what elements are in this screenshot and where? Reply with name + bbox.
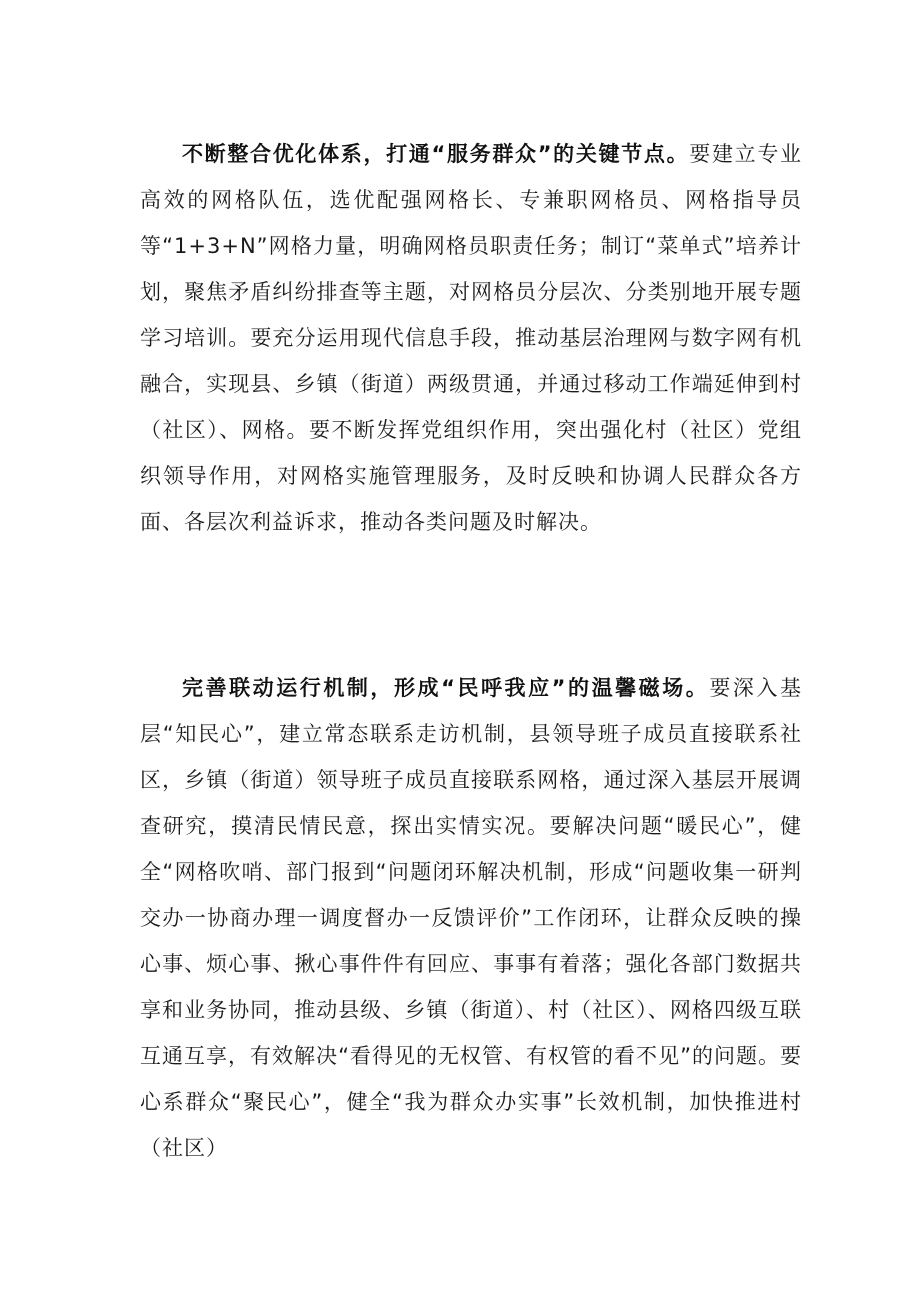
paragraph-1 xyxy=(140,131,802,545)
paragraph-2-heading: 完善联动运行机制，形成“民呼我应”的温馨磁场。 xyxy=(182,676,710,700)
paragraph-2 xyxy=(140,665,802,1171)
paragraph-1-heading: 不断整合优化体系，打通“服务群众”的关键节点。 xyxy=(182,142,690,166)
paragraph-2-body: 要深入基层“知民心”，建立常态联系走访机制，县领导班子成员直接联系社区，乡镇（街道）领导班子成员直接联系网格，通过深入基层开展调查研究，摸清民情民意，探出实情实况。要解决问题“暖民心”，健全“网格吹哨、部门报到“问题闭环解决机制，形成“问题收集一研判交办一协商办理一调度督办一反馈评价”工作闭环，让群众反映的操心事、烦心事、揪心事件件有回应、事事有着落；强化各部门数据共享和业务协同，推动县级、乡镇（街道）、村（社区）、网格四级互联互通互享，有效解决“看得见的无权管、有权管的看不见”的问题。要心系群众“聚民心”，健全“我为群众办实事”长效机制，加快推进村（社区） xyxy=(140,676,803,1160)
paragraph-1-body: 要建立专业高效的网格队伍，选优配强网格长、专兼职网格员、网格指导员等“1+3+N”网格力量，明确网格员职责任务；制订“菜单式”培养计划，聚焦矛盾纠纷排查等主题，对网格员分层次、分类别地开展专题学习培训。要充分运用现代信息手段，推动基层治理网与数字网有机融合，实现县、乡镇（街道）两级贯通，并通过移动工作端延伸到村（社区）、网格。要不断发挥党组织作用，突出强化村（社区）党组织领导作用，对网格实施管理服务，及时反映和协调人民群众各方面、各层次利益诉求，推动各类问题及时解决。 xyxy=(140,142,803,534)
